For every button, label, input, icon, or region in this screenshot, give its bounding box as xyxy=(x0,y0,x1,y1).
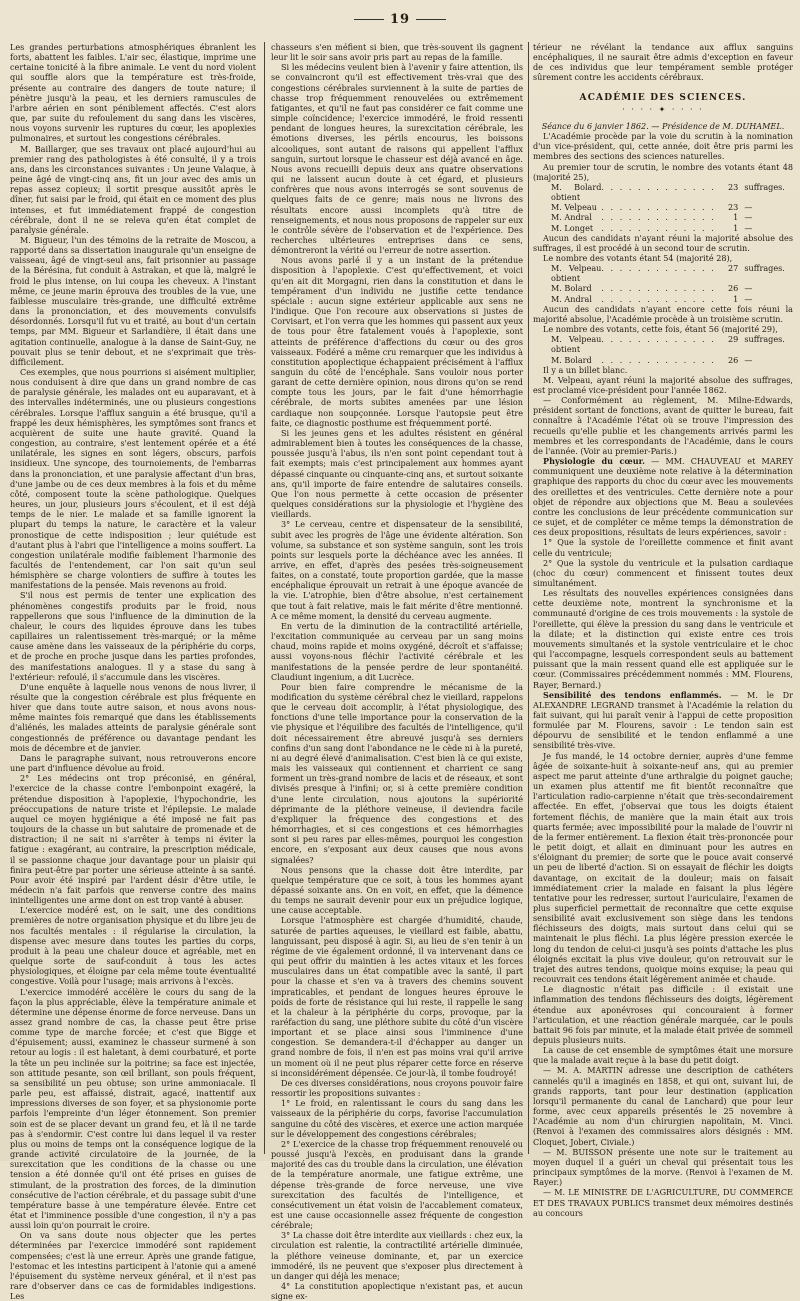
column-3 xyxy=(533,42,794,1218)
vote-count: 26 xyxy=(728,354,739,365)
vote-count: 1 xyxy=(733,293,739,304)
column-2 xyxy=(271,42,523,1301)
vote-unit: suffrages. xyxy=(744,263,785,274)
paragraph: Pour bien faire comprendre le mécanisme de la modification du système cérébral chez le vieillard, rappelons que le cerveau doit accomplir, à l'état physiologique, des fonctions d'une telle importance pour la conservation de la vie physique et l'équilibre des facultés de l'intelligence, qu'il doit nécessairement être abreuvé jusqu'à ses derniers confins d'un sang dont l'abondance ne le cède ni à la pureté, ni au degré élevé d'animalisation. C'est bien là ce qui existe, mais les vaisseaux qui contiennent et charrient ce sang forment un très-grand nombre de lacis et de réseaux, et sont divisés presque à l'infini; or, si à cette première condition d'une lente circulation, nous ajoutons la supériorité déprimante de la pléthore veineuse, il deviendra facile d'expliquer la fréquence des congestions et des hémorrhagies, et si ces congestions et ces hémorrhagies sont si peu rares par elles-mêmes, pourquoi les congestion encore, en s'exposant aux deux causes que nous avons signalées? xyxy=(271,681,523,865)
vote-row: M. Bolard obtient . . . . . . . . . . . . . 23 suffrages. xyxy=(533,182,793,202)
paragraph: Les résultats des nouvelles expériences consignées dans cette deuxième note, montrent la synchronisme et la communauté d'origine de ces trois mouvements : la systole de l'oreillette, qui élève la pression du sang dans le ventricule et la dilate; et la distinction qui existe entre ces trois mouvements simultanés et la systole ventriculaire et le choc qui l'accompagne, lesquels correspondent seuls au battement puissant que la main ressent quand elle est appliquée sur le cœur. (Commissaires précédemment nommés : MM. Flourens, Rayer, Bernard.) xyxy=(533,588,793,690)
paragraph: Si les jeunes gens et les adultes résistent en général admirablement bien à toutes les conséquences de la chasse, poussée jusqu'à l'abus, ils n'en sont point cependant tout à fait exempts; mais c'est principalement aux hommes ayant dépassé cinquante ou cinquante-cinq ans, et surtout soixante ans, qu'il importe de faire entendre de salutaires conseils. Que l'on nous permette à cette occasion de présenter quelques considérations sur la physiologie et l'hygiène des vieillards. xyxy=(271,427,523,520)
column-1 xyxy=(10,42,256,1301)
page-number: 19 xyxy=(0,12,800,27)
vote-count: 27 xyxy=(728,263,739,274)
vote-count: 1 xyxy=(733,212,739,223)
vote-name: M. Velpeau obtient xyxy=(551,334,602,355)
paragraph: — M. BUISSON présente une note sur le traitement au moyen duquel il a guéri un cheval qui présentait tous les principaux symptômes de la morve. (Renvoi à l'examen de M. Rayer.) xyxy=(533,1146,793,1188)
paragraph: Le nombre des votants, cette fois, étant 56 (majorité 29), xyxy=(543,324,778,335)
paragraph: térieur ne révélant la tendance aux afflux sanguins encéphaliques, il ne saurait être admis d'exception en faveur de ces individus que leur tempérament semble protéger sûrement contre les accidents cérébraux. xyxy=(533,42,793,83)
section-title: ACADÉMIE DES SCIENCES. xyxy=(579,92,747,103)
vote-row: M. Bolard . . . . . . . . . . . . . 26 — xyxy=(533,283,793,293)
paragraph: La cause de cet ensemble de symptômes était une morsure que la malade avait reçue à la base du petit doigt. xyxy=(533,1045,793,1066)
paragraph: chasseurs s'en méfient si bien, que très-souvent ils gagnent leur lit le soir sans avoir pris part au repas de la famille. xyxy=(271,42,523,63)
paragraph: Il y a un billet blanc. xyxy=(543,364,628,375)
paragraph: Aucun des candidats n'ayant encore cette fois réuni la majorité absolue, l'Académie procède à un troisième scrutin. xyxy=(533,303,793,324)
paragraph: Dans le paragraphe suivant, nous retrouverons encore une part d'influence dévolue au froid. xyxy=(10,752,256,774)
ornament-divider: · · · · ✦ · · · · xyxy=(622,104,704,114)
paragraph: 2° Que la systole du ventricule et la pulsation cardiaque (choc du cœur) commencent et finissent toutes deux simultanément. xyxy=(533,557,793,588)
vote-unit: — xyxy=(744,354,753,365)
paragraph: 1° Le froid, en ralentissant le cours du sang dans les vaisseaux de la périphérie du corps, favorise l'accumulation sanguine du côté des viscères, et exerce une action marquée sur le développement des congestions cérébrales; xyxy=(271,1098,523,1139)
paragraph: 4° La constitution apoplectique n'existant pas, et aucun signe ex- xyxy=(271,1281,523,1301)
vote-table-3 xyxy=(533,334,793,364)
paragraph-text: — M. le Dr ALEXANDRE LEGRAND transmet à l'Académie la relation du fait suivant, qui lui paraît venir à l'appui de cette proposition formulée par M. Flourens, savoir : Le tendon sain est dépourvu de sensibilité et le tendon enflammé a une sensibilité très-vive. xyxy=(533,689,794,751)
paragraph: Le diagnostic n'était pas difficile : il existait une inflammation des tendons fléchisseurs des doigts, légèrement étendue aux aponévroses qui concouraient à former l'articulation, et une réaction générale marquée, car le pouls battait 96 fois par minute, et la malade était privée de sommeil depuis plusieurs nuits. xyxy=(533,984,793,1045)
paragraph: 2° Les médecins ont trop préconisé, en général, l'exercice de la chasse contre l'embonpoint exagéré, la prétendue disposition à l'apoplexie, l'hypochondrie, les préoccupations de nature triste et l'épilepsie. Le malade auquel ce moyen hygiénique a été imposé ne fait pas toujours de la chasse un but salutaire de promenade et de distraction; il ne sait ni s'arrêter à temps ni éviter la fatigue : exagérant, au contraire, la prescription médicale, il se passionne chaque jour davantage pour un plaisir qui finira peut-être par porter une sérieuse atteinte à sa santé. Pour avoir été inspiré par l'ardent désir d'être utile, le médecin n'a fait parfois que renverse contre des mains inintelligentes une arme dont on est trop vanté à abuser. xyxy=(10,773,256,906)
vote-row: M. Andral . . . . . . . . . . . . . 1 — xyxy=(533,212,793,222)
paragraph: Lorsque l'atmosphère est chargée d'humidité, chaude, saturée de parties aqueuses, le vieillard est faible, abattu, languissant, peu disposé à agir. Si, au lieu de s'en tenir à un régime de vie également ordonné, il va intervenant dans ce qui peut offrir du maintien à les actes vitaux et les forces musculaires dans un état compatible avec la santé, il part pour la chasse et s'en va à travers des chemins souvent impraticables, et pendant de longues heures éprouve le poids de forte de résistance qui lui reste, il rappelle le sang et la chaleur à la périphérie du corps, provoque, par la raréfaction du sang, une pléthore subite du côté d'un viscère important et se place ainsi sous l'imminence d'une congestion. Se demandera-t-il d'échapper au danger un grand nombre de fois, il n'en est pas moins vrai qu'il arrive un moment où il ne peut plus réparer cette force en réserve si inconsidérément dépensée. Ce jour-là, il tombe foudroyé! xyxy=(271,915,523,1078)
paragraph: 3° La chasse doit être interdite aux vieillards : chez eux, la circulation est ralentie, la contractilité artérielle diminuée, la pléthore veineuse dominante, et, par un exercice immodéré, ils ne peuvent que s'exposer plus directement à un danger qui déjà les menace; xyxy=(271,1230,523,1281)
paragraph: 3° Le cerveau, centre et dispensateur de la sensibilité, subit avec les progrès de l'âge une évidente altération. Son volume, sa substance et son système sanguin, sont les trois points sur lesquels porte la déchéance avec les années. Il arrive, en effet, d'après des pesées très-soigneusement faites, on a constaté, toute proportion gardée, que la masse encéphalique éprouvait un retrait à une époque avancée de la vie. L'atrophie, bien d'être absolue, n'est certainement que tout à fait relative, mais le fait mérite d'être mentionné. A ce même moment, la densité du cerveau augmente. xyxy=(271,519,523,621)
paragraph: D'une enquête à laquelle nous venons de nous livrer, il résulte que la congestion cérébrale est plus fréquente en hiver que dans toute autre saison, et nous avons nous-même maintes fois remarqué que dans les établissements d'aliénés, les malades atteints de paralysie générale sont congestionnés de préférence ou davantage pendant les mois de décembre et de janvier. xyxy=(10,681,256,753)
vote-name: M. Velpeau xyxy=(551,202,597,213)
paragraph xyxy=(533,690,793,751)
run-in-heading: Sensibilité des tendons enflammés. xyxy=(543,689,722,700)
vote-row: M. Velpeau obtient . . . . . . . . . . . . . 27 suffrages. xyxy=(533,263,793,283)
paragraph: M. Velpeau, ayant réuni la majorité absolue des suffrages, est proclamé vice-président pour l'année 1862. xyxy=(533,374,793,395)
vote-unit: suffrages. xyxy=(744,334,785,345)
paragraph: Si les médecins veulent bien à l'avenir y faire attention, ils se convaincront qu'il est effectivement très-vrai que des congestions cérébrales surviennent à la suite de parties de chasse trop fréquemment renouvelées ou extrêmement fatigantes, et qu'il ne faut pas considérer ce fait comme une simple coïncidence; l'exercice immodéré, le froid ressenti pendant de longues heures, la surexcitation cérébrale, les émotions diverses, les périls encourus, les boissons alcooliques, sont autant de raisons qui appellent l'afflux sanguin, surtout lorsque le chasseur est déjà avancé en âge. Nous avons recueilli depuis deux ans quatre observations qui ne laissent aucun doute à cet égard, et plusieurs confrères que nous avons interrogés se sont souvenus de quelques faits de ce genre; mais nous ne livrons des résultats encore aussi incomplets qu'à titre de renseignements, et nous nous proposons de rappeler sur eux le contrôle sévère de l'observation et de l'expérience. Des recherches ultérieures entreprises dans ce sens, démontreront la vérité ou l'erreur de notre assertion. xyxy=(271,62,523,256)
paragraph: Au premier tour de scrutin, le nombre des votants étant 48 (majorité 25), xyxy=(533,161,793,182)
vote-count: 23 xyxy=(728,202,739,213)
paragraph: Je fus mandé, le 14 octobre dernier, auprès d'une femme âgée de soixante-huit à soixante-neuf ans, qui au premier aspect me parut atteinte d'une arthralgie du poignet gauche; un examen plus attentif me fit bientôt reconnaître que l'articulation radio-carpienne n'était que très-secondairement affectée. En effet, j'observai que tous les doigts étaient fortement fléchis, de manière que la main était aux trois quarts fermée; avec impossibilité pour la malade de l'ouvrir ni de la fermer entièrement. La flexion était très-prononcée pour le petit doigt, et allait en diminuant pour les autres en s'éloignant du premier; de sorte que le pouce avait conservé un peu de liberté d'action. Si on essayait de fléchir les doigts davantage, on excitait de la douleur; mais on faisait immédiatement crier la malade en faisant la plus légère tentative pour les redresser, surtout l'auriculaire, l'examen de plus superficiel permettait de reconnaître que cette exquise sensibilité avait exclusivement son siège dans les tendons fléchisseurs des doigts, mais surtout dans celui qui se maintenait le plus fléchi. La plus légère pression exercée le long du tendon de celui-ci jusqu'à ses points d'attache les plus éloignés excitait la plus vive douleur, qu'on retrouvait sur le trajet des autres tendons, quoique moins exquise; la peau qui recouvrait ces tendons était légèrement animée et chaude. xyxy=(533,750,793,985)
vote-table-2 xyxy=(533,263,793,304)
vote-name: M. Longet xyxy=(551,222,594,233)
paragraph: Aucun des candidats n'ayant réuni la majorité absolue des suffrages, il est procédé à un second tour de scrutin. xyxy=(533,232,793,253)
paragraph: L'Académie procède par la voie du scrutin à la nomination d'un vice-président, qui, cette année, doit être pris parmi les membres des sections des sciences naturelles. xyxy=(533,131,793,162)
paragraph: — M. LE MINISTRE DE L'AGRICULTURE, DU COMMERCE ET DES TRAVAUX PUBLICS transmet deux mémoires destinés au concours xyxy=(533,1187,793,1218)
paragraph: 1° Que la systole de l'oreillette commence et finit avant celle du ventricule; xyxy=(533,537,793,558)
paragraph: M. Baillarger, que ses travaux ont placé aujourd'hui au premier rang des pathologistes à été consulté, il y a trois ans, dans les circonstances suivantes : Un jeune Valaque, à peine âgé de vingt-cinq ans, fit un jour avec des amis un repas assez copieux; il sortit presque aussitôt après le dîner, fut saisi par le froid, qui était en ce moment des plus intenses, et fut immédiatement frappé de congestion cérébrale, dont il ne se releva qu'en état complet de paralysie générale. xyxy=(10,143,256,235)
run-in-heading: Physiologie du cœur. xyxy=(543,456,645,467)
vote-table-1 xyxy=(533,182,793,233)
paragraph: S'il nous est permis de tenter une explication des phénomènes congestifs produits par le froid, nous rappellerons que sous l'influence de la diminution de la chaleur, le cours des liquides éprouve dans les tubes capillaires un ralentissement très-marqué; or la même cause amène dans les vaisseaux de la périphérie du corps, et de proche en proche jusque dans les parties profondes, des manifestations analogues. Il y a stase du sang à l'extérieur: refoulé, il s'accumule dans les viscères. xyxy=(10,590,256,682)
paragraph xyxy=(533,456,793,537)
vote-unit: — xyxy=(744,202,753,213)
vote-row: M. Bolard . . . . . . . . . . . . . 26 — xyxy=(533,355,793,365)
vote-row: M. Velpeau obtient . . . . . . . . . . . . . 29 suffrages. xyxy=(533,334,793,354)
vote-name: M. Bolard xyxy=(551,354,592,365)
paragraph: 2° L'exercice de la chasse trop fréquemment renouvelé ou poussé jusqu'à l'excès, en produisant dans la grande majorité des cas du trouble dans la circulation, une élévation de la température anormale, une fatigue extrême, une dépense très-grande de force nerveuse, une vive surexcitation des facultés de l'intelligence, et consécutivement un état voisin de l'accablement comateux, est une cause occasionnelle assez fréquente de congestion cérébrale; xyxy=(271,1138,523,1231)
paragraph: — Conformément au règlement, M. Milne-Edwards, président sortant de fonctions, avant de quitter le bureau, fait connaître à l'Académie l'état où se trouve l'impression des recueils qu'elle publie et les changements arrivés parmi les membres et les correspondants de l'Académie, dans le cours de l'année. (Voir au premier-Paris.) xyxy=(533,395,793,456)
paragraph: M. Bigueur, l'un des témoins de la retraite de Moscou, a rapporté dans sa dissertation inaugurale qu'un enseigne de vaisseau, âgé de vingt-seul ans, fait prisonnier au passage de la Bérésina, fut conduit à Astrakan, et que là, malgré le froid le plus intense, on lui coupa les cheveux. A l'instant même, ce jeune marin éprouva des troubles de la vue, une faiblesse musculaire très-grande, une difficulté extrême dans la prononciation, et des mouvements convulsifs désordonnés. Lorsqu'il fut vu et traité, au bout d'un certain temps, par MM. Bigueur et Sarlandière, il était dans une agitation continuelle, analogue à la danse de Saint-Guy, ne pouvait plus se tenir debout, et ne s'exprimait que très-difficilement. xyxy=(10,234,256,367)
vote-count: 1 xyxy=(733,222,739,233)
column-rule xyxy=(528,42,529,1154)
vote-name: M. Bolard xyxy=(551,283,592,294)
paragraph: On va sans doute nous objecter que les pertes déterminées par l'exercice immodéré sont rapidement compensées; c'est là une erreur. Après une grande fatigue, l'estomac et les intestins participent à l'atonie qui a amené l'épuisement du système nerveux général, et il n'est pas rare d'observer dans ce cas de formidables indigestions. Les xyxy=(10,1230,256,1301)
paragraph: Le nombre des votants étant 54 (majorité 28), xyxy=(543,252,733,263)
vote-row: M. Velpeau . . . . . . . . . . . . . 23 — xyxy=(533,202,793,212)
vote-name: M. Velpeau obtient xyxy=(551,263,602,284)
paragraph: Les grandes perturbations atmosphériques ébranlent les forts, abattent les faibles. L'air sec, élastique, imprime une certaine tonicité à la fibre animale. Le vent du nord violent qui souffle alors que la température est très-froide, présente au contraire des dangers de toute nature; il pénètre jusqu'à la peau, et les derniers ramuscules de l'arbre aérien en sont péniblement affectés. C'est alors que, par suite du refoulement du sang dans les viscères, nous voyons survenir les ruptures du cœur, les apoplexies pulmonaires, et surtout les congestions cérébrales. xyxy=(10,42,256,144)
vote-name: M. Andral xyxy=(551,212,592,223)
column-rule xyxy=(264,42,265,1154)
paragraph: Nous avons parlé il y a un instant de la prétendue disposition à l'apoplexie. C'est qu'effectivement, et voici qu'en ait dit Morgagni, rien dans la constitution et dans le tempérament d'un individu ne justifie cette tendance spéciale : aucun signe extérieur applicable aux sens ne l'indique. Que l'on recoure aux observations si justes de Corvisart, et l'on verra que les hommes qui passent aux yeux de tous pour être fatalement voués à l'apoplexie, sont atteints de préférence d'affections du cœur ou des gros vaisseaux. Fodéré a même cru remarquer que les individus à constitution apoplectique échappaient précisément à l'afflux sanguin du côté de l'encéphale. Sans vouloir nous porter garant de cette dernière opinion, nous dirons qu'on se rend compte tous les jours, par le fait d'une hémorrhagie cérébrale, de morts subites amenées par une lésion cardiaque non soupçonnée. Lorsque l'autopsie peut être faite, ce diagnostic posthume est fréquemment porté. xyxy=(271,255,523,428)
vote-unit: — xyxy=(744,222,753,233)
vote-count: 29 xyxy=(728,334,739,345)
vote-unit: — xyxy=(744,283,753,294)
vote-unit: — xyxy=(744,212,753,223)
paragraph: — M. A. MARTIN adresse une description de cathéters cannelés qu'il a imaginés en 1858, et qui ont, suivant lui, de grands rapports, tant pour leur destination (application lorsqu'il permanente du canal de Lanchard) que pour leur forme, avec ceux appareils présentés le 25 novembre à l'Académie au nom d'un chirurgien napolitain, M. Vinci. (Renvoi à l'examen des commissaires alors désignés : MM. Cloquet, Jobert, Civiale.) xyxy=(533,1065,793,1147)
vote-row: M. Andral . . . . . . . . . . . . . 1 — xyxy=(533,294,793,304)
paragraph: En vertu de la diminution de la contractilité artérielle, l'excitation communiquée au cerveau par un sang moins chaud, moins rapide et moins oxygéné, décroît et s'affaisse; aussi voyons-nous fléchir l'activité cérébrale et les manifestations de la pensée perdre de leur spontanéité. Claudiunt ingenium, a dit Lucrèce. xyxy=(271,620,523,682)
vote-unit: — xyxy=(744,293,753,304)
paragraph: De ces diverses considérations, nous croyons pouvoir faire ressortir les propositions suivantes : xyxy=(271,1077,523,1099)
paragraph: L'exercice modéré est, on le sait, une des conditions premières de notre organisation physique et du libre jeu de nos facultés mentales : il régularise la circulation, la dispense avec mesure dans toutes les parties du corps, produit à la peau une chaleur douce et agréable, met en quelque sorte de sauf-conduit à tous les actes physiologiques, et éloigne par cela même toute éventualité congestive. Voilà pour l'usage; mais arrivons à l'excès. xyxy=(10,905,256,987)
paragraph: Ces exemples, que nous pourrions si aisément multiplier, nous conduisent à dire que dans un grand nombre de cas de paralysie générale, les malades ont eu auparavant, et à des intervalles indéterminés, une ou plusieurs congestions cérébrales. Lorsque l'afflux sanguin a été brusque, qu'il a frappé les deux hémisphères, les symptômes sont francs et acquièrent de suite une haute gravité. Quand la congestion, au contraire, s'est lentement opérée et a été unilatérale, les signes en sont légers, obscurs, parfois insidieux. Une syncope, des tournoiements, de l'embarras dans la prononciation, et une paralysie affectant d'un bras, d'une jambe ou de ces deux membres à la fois et du même côté, composent toute la scène pathologique. Quelques heures, un jour, plusieurs jours s'écoulent, et il est déjà temps de le nier. Le malade et sa famille ignorent la plupart du temps la nature, le caractère et la valeur pronostique de cette indisposition ; leur quiétude est d'autant plus à l'abri que l'intelligence a moins souffert. La congestion unilatérale modifie faiblement l'harmonie des facultés de l'entendement, car l'on sait qu'un seul hémisphère se charge volontiers de suffire à toutes les manifestations de la pensée. Mais revenons au froid. xyxy=(10,367,256,591)
vote-count: 26 xyxy=(728,283,739,294)
vote-unit: suffrages. xyxy=(744,181,785,192)
paragraph: L'exercice immodéré accélère le cours du sang de la façon la plus appréciable, élève la température animale et détermine une dépense énorme de force nerveuse. Dans un assez grand nombre de cas, la chasse peut être prise comme type de marche forcée; et c'est que Bigge et d'épuisement; aussi, examinez le chasseur surmené à son retour au logis : il est haletant, à demi courbaturé, et porte la tête un peu inclinée sur la poitrine; sa face est injectée, son attitude pesante, son œil brillant, son pouls fréquent, sa sensibilité un peu obtuse; son urine ammoniacale. Il parle peu, est affaissé, distrait, agacé, inattentif aux impressions diverses de son foyer, et sa physionomie porte parfois l'empreinte d'un léger étonnement. Son premier soin est de se placer devant un grand feu, et là il ne tarde pas à s'endormir. C'est contre lui dans lequel il va rester plus ou moins de temps ont la conséquence logique de la grande activité circulatoire de la journée, de la surexcitation que les conditions de la chasse ou une tension a été donnée qu'il ont été prises en guises de stimulant, de la prostration des forces, de la diminution consécutive de l'action cérébrale, et du passage subit d'une température basse à une température élevée. Entre cet état et l'imminence possible d'une congestion, il n'y a pas aussi loin qu'on pourrait le croire. xyxy=(10,986,256,1231)
session-heading: Séance du 6 janvier 1862. — Présidence de M. DUHAMEL. xyxy=(541,120,785,131)
vote-name: M. Andral xyxy=(551,293,592,304)
vote-name: M. Bolard obtient xyxy=(551,181,602,203)
paragraph: Nous pensons que la chasse doit être interdite, par quelque température que ce soit, à tous les hommes ayant dépassé soixante ans. On en voit, en effet, que la démence du temps ne saurait devenir pour eux un préjudice logique, une cause acceptable. xyxy=(271,864,523,916)
vote-count: 23 xyxy=(728,181,739,192)
paragraph-text: — MM. CHAUVEAU et MAREY communiquent une deuxième note relative à la détermination graphique des rapports du choc du cœur avec les mouvements des oreillettes et des ventricules. Cette dernière note a pour objet de répondre aux objections que M. Beau a soulevées contre les conclusions de leur précédente communication sur ce sujet, et de compléter ce même temps la démonstration de ces deux propositions, résultats de leurs expériences, savoir : xyxy=(533,456,794,538)
vote-row: M. Longet . . . . . . . . . . . . . 1 — xyxy=(533,223,793,233)
